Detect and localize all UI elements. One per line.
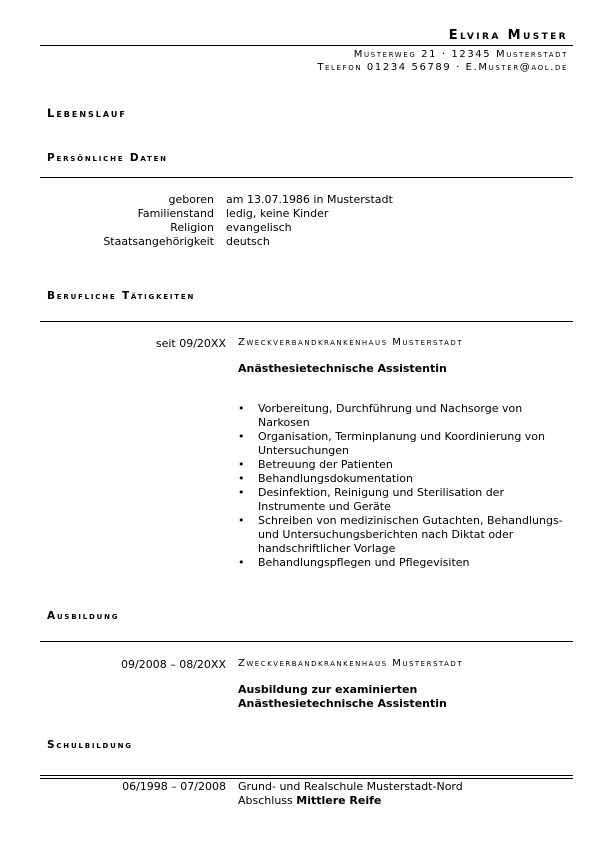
- school-degree: [238, 794, 578, 807]
- training-divider: [40, 641, 573, 642]
- personal-data-label: geboren: [168, 193, 214, 206]
- training-title-line: Ausbildung zur examinierten: [238, 683, 418, 696]
- duty-text: Behandlungsdokumentation: [258, 472, 413, 485]
- work-date: seit 09/20XX: [155, 337, 226, 350]
- work-position: Anästhesietechnische Assistentin: [238, 362, 447, 375]
- personal-data-label: Religion: [170, 221, 214, 234]
- school-divider: [40, 775, 573, 779]
- personal-data-value: deutsch: [226, 235, 270, 248]
- school-degree-prefix: Abschluss: [238, 794, 293, 807]
- work-divider: [40, 321, 573, 322]
- bullet-icon: •: [238, 402, 245, 415]
- work-organization: Zweckverbandkrankenhaus Musterstadt: [238, 337, 464, 348]
- duty-text: Schreiben von medizinischen Gutachten, Behandlungs- und Untersuchungsberichten nach Diktat oder handschriftlicher Vorlage: [258, 514, 563, 555]
- duty-item: [238, 514, 568, 556]
- duty-item: [238, 556, 568, 570]
- personal-data-value: ledig, keine Kinder: [226, 207, 329, 220]
- training-title: [238, 683, 578, 711]
- school-degree-name: Mittlere Reife: [296, 794, 382, 807]
- duty-text: Desinfektion, Reinigung und Sterilisation der Instrumente und Geräte: [258, 486, 504, 513]
- bullet-icon: •: [238, 556, 245, 569]
- personal-data-divider: [40, 177, 573, 178]
- work-duties: [238, 402, 568, 570]
- personal-data-value: evangelisch: [226, 221, 292, 234]
- personal-data-label: Staatsangehörigkeit: [103, 235, 214, 248]
- training-title-line: Anästhesietechnische Assistentin: [238, 697, 447, 710]
- school-heading: Schulbildung: [47, 739, 133, 751]
- duty-text: Organisation, Terminplanung und Koordinierung von Untersuchungen: [258, 430, 546, 457]
- duty-text: Betreuung der Patienten: [258, 458, 393, 471]
- duty-item: [238, 402, 568, 430]
- bullet-icon: •: [238, 472, 245, 485]
- training-date: 09/2008 – 08/20XX: [121, 658, 226, 671]
- duty-text: Behandlungspflegen und Pflegevisiten: [258, 556, 470, 569]
- school-institution: Grund- und Realschule Musterstadt-Nord: [238, 780, 463, 793]
- personal-data-row: [40, 207, 580, 221]
- bullet-icon: •: [238, 430, 245, 443]
- personal-data-value: am 13.07.1986 in Musterstadt: [226, 193, 393, 206]
- training-organization: Zweckverbandkrankenhaus Musterstadt: [238, 658, 464, 669]
- personal-data-table: [40, 193, 580, 249]
- duty-item: [238, 472, 568, 486]
- personal-data-row: [40, 193, 580, 207]
- contact-line: Telefon 01234 56789 · E.Muster@aol.de: [317, 62, 568, 73]
- applicant-name: Elvira Muster: [448, 28, 568, 43]
- duty-text: Vorbereitung, Durchführung und Nachsorge von Narkosen: [258, 402, 523, 429]
- address-line: Musterweg 21 · 12345 Musterstadt: [353, 49, 568, 60]
- work-heading: Berufliche Tätigkeiten: [47, 290, 196, 302]
- bullet-icon: •: [238, 486, 245, 499]
- personal-data-row: [40, 221, 580, 235]
- school-date: 06/1998 – 07/2008: [122, 780, 226, 793]
- document-title: Lebenslauf: [47, 106, 127, 120]
- duty-item: [238, 486, 568, 514]
- duty-item: [238, 430, 568, 458]
- duty-item: [238, 458, 568, 472]
- personal-data-label: Familienstand: [137, 207, 214, 220]
- personal-data-row: [40, 235, 580, 249]
- header-divider: [40, 45, 573, 46]
- personal-data-heading: Persönliche Daten: [47, 152, 168, 164]
- training-heading: Ausbildung: [47, 610, 120, 622]
- bullet-icon: •: [238, 458, 245, 471]
- bullet-icon: •: [238, 514, 245, 527]
